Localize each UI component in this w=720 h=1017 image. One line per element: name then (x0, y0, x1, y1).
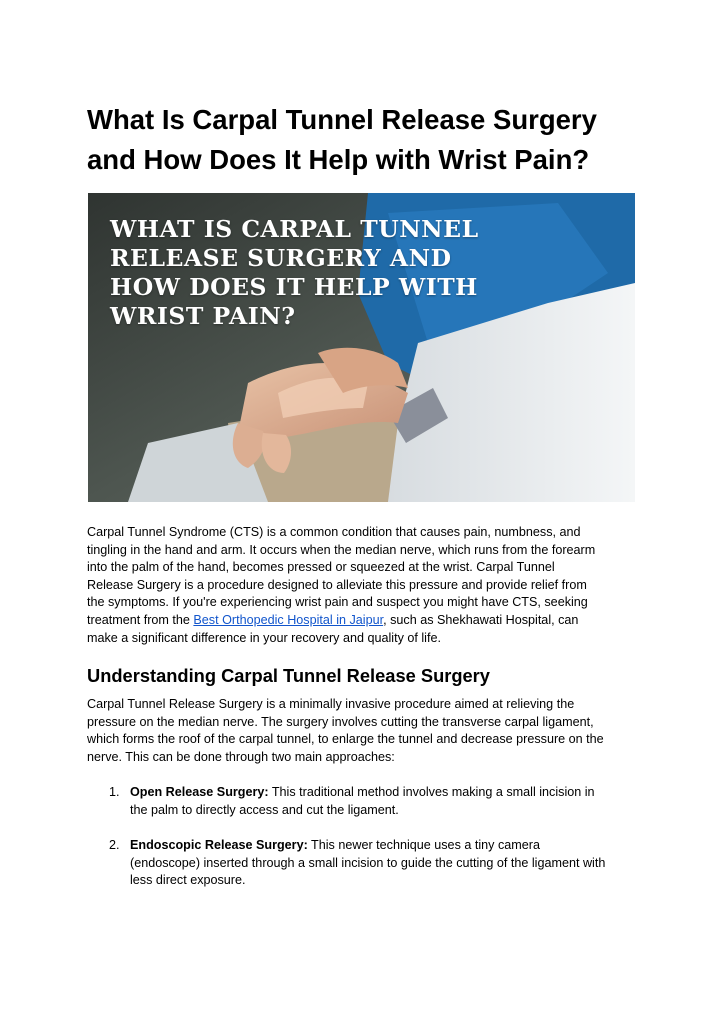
hospital-link[interactable]: Best Orthopedic Hospital in Jaipur (193, 612, 384, 627)
list-line: less direct exposure. (130, 873, 246, 888)
intro-text: , such as Shekhawati Hospital, can (383, 612, 579, 627)
list-line: (endoscope) inserted through a small incision to guide the cutting of the ligament with (130, 855, 606, 870)
hero-text-line: HOW DOES IT HELP WITH (110, 273, 478, 301)
intro-text: treatment from the (87, 612, 194, 627)
list-line: the palm to directly access and cut the ligament. (130, 802, 399, 817)
intro-link-line (87, 612, 647, 630)
list-text: This traditional method involves making a small incision in (268, 785, 595, 799)
list-line (130, 837, 650, 855)
section-line: pressure on the median nerve. The surgery involves cutting the transverse carpal ligament, (87, 714, 594, 729)
intro-line: the symptoms. If you're experiencing wrist pain and suspect you might have CTS, seeking (87, 595, 588, 610)
list-line (130, 784, 650, 802)
list-item-term: Open Release Surgery: (130, 785, 269, 799)
hero-image (88, 193, 635, 502)
title-line: What Is Carpal Tunnel Release Surgery (87, 104, 597, 135)
intro-line: Release Surgery is a procedure designed to alleviate this pressure and provide relief from (87, 577, 587, 592)
section-paragraph (87, 696, 647, 766)
list-item-term: Endoscopic Release Surgery: (130, 838, 308, 852)
list-item-body (130, 784, 650, 819)
intro-line: tingling in the hand and arm. It occurs when the median nerve, which runs from the forearm (87, 542, 596, 557)
hero-text-line: RELEASE SURGERY AND (110, 244, 452, 272)
hero-overlay-text (110, 215, 610, 331)
intro-paragraph (87, 524, 647, 647)
section-heading: Understanding Carpal Tunnel Release Surgery (87, 665, 490, 686)
intro-line: Carpal Tunnel Syndrome (CTS) is a common condition that causes pain, numbness, and (87, 525, 581, 539)
list-text: This newer technique uses a tiny camera (307, 838, 540, 852)
section-line: nerve. This can be done through two main approaches: (87, 749, 395, 764)
section-line: Carpal Tunnel Release Surgery is a minimally invasive procedure aimed at relieving the (87, 697, 575, 711)
section-line: which forms the roof of the carpal tunnel, to enlarge the tunnel and decrease pressure on the (87, 732, 604, 747)
list-number: 2. (109, 838, 120, 852)
page-title (87, 100, 647, 180)
hero-text-line: WHAT IS CARPAL TUNNEL (110, 215, 479, 243)
intro-line: make a significant difference in your recovery and quality of life. (87, 630, 441, 645)
hero-text-line: WRIST PAIN? (110, 302, 296, 330)
intro-line: into the palm of the hand, becomes pressed or squeezed at the wrist. Carpal Tunnel (87, 560, 555, 575)
title-line: and How Does It Help with Wrist Pain? (87, 144, 590, 175)
list-item-body (130, 837, 650, 890)
list-number: 1. (109, 785, 120, 799)
